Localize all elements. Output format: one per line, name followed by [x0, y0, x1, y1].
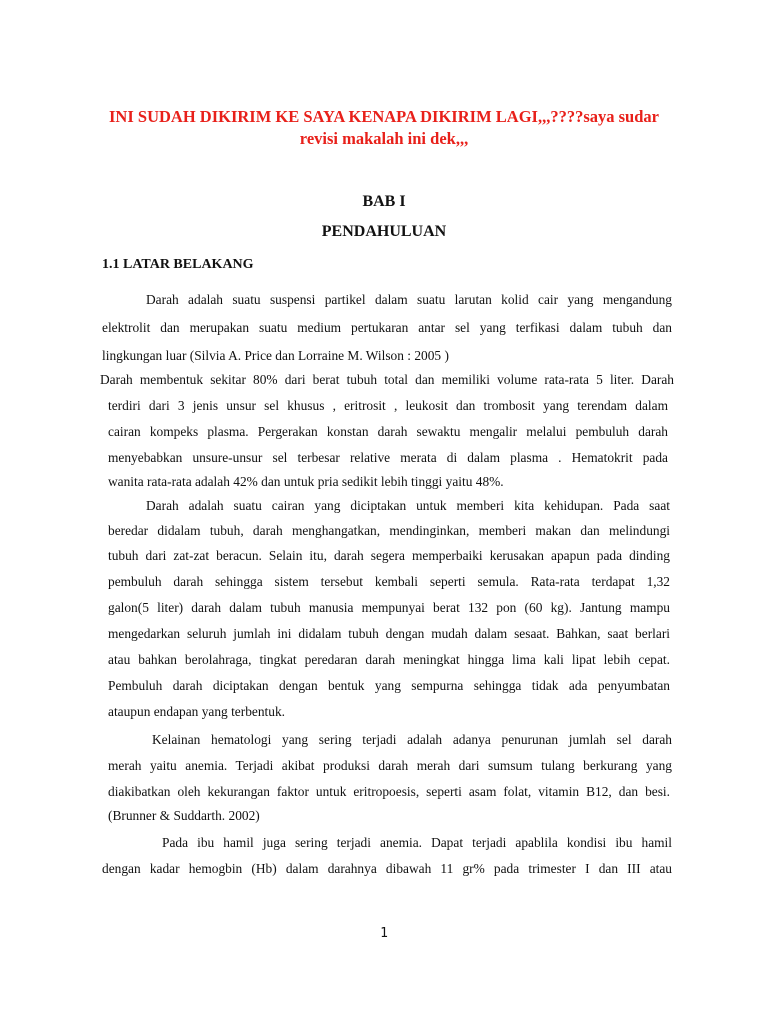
- body-line: cairan kompeks plasma. Pergerakan konstan darah sewaktu mengalir melalui pembuluh darah: [108, 424, 668, 439]
- page-number: 1: [380, 926, 388, 941]
- body-line: tubuh dari zat-zat beracun. Selain itu, darah segera memperbaiki kerusakan apapun pada dinding: [108, 548, 670, 563]
- chapter-number: BAB I: [362, 193, 406, 210]
- body-line: atau bahkan berolahraga, tingkat peredaran darah meningkat hingga lima kali lipat lebih cepat.: [108, 652, 670, 667]
- body-line: Darah adalah suatu suspensi partikel dalam suatu larutan kolid cair yang mengandung: [146, 292, 672, 307]
- section-heading: 1.1 LATAR BELAKANG: [102, 257, 254, 272]
- body-line: diakibatkan oleh kekurangan faktor untuk eritropoesis, seperti asam folat, vitamin B12, dan besi.: [108, 784, 670, 799]
- body-line: pembuluh darah sehingga sistem tersebut kembali seperti semula. Rata-rata terdapat 1,32: [108, 574, 670, 589]
- body-line: wanita rata-rata adalah 42% dan untuk pria sedikit lebih tinggi yaitu 48%.: [108, 474, 504, 489]
- body-line: Pembuluh darah diciptakan dengan bentuk yang sempurna sehingga tidak ada penyumbatan: [108, 678, 670, 693]
- body-line: merah yaitu anemia. Terjadi akibat produksi darah merah dari sumsum tulang berkurang yang: [108, 758, 672, 773]
- body-line: Darah adalah suatu cairan yang diciptakan untuk memberi kita kehidupan. Pada saat: [146, 498, 670, 513]
- reviewer-note-line-1: INI SUDAH DIKIRIM KE SAYA KENAPA DIKIRIM LAGI,,,????saya sudar: [109, 107, 659, 126]
- body-line: elektrolit dan merupakan suatu medium pertukaran antar sel yang terfikasi dalam tubuh dan: [102, 320, 672, 335]
- body-line: Kelainan hematologi yang sering terjadi adalah adanya penurunan jumlah sel darah: [152, 732, 672, 747]
- body-line: beredar didalam tubuh, darah menghangatkan, mendinginkan, memberi makan dan melindungi: [108, 523, 670, 538]
- reviewer-note-line-2: revisi makalah ini dek,,,: [299, 129, 469, 148]
- body-line: terdiri dari 3 jenis unsur sel khusus , eritrosit , leukosit dan trombosit yang terendam dalam: [108, 398, 668, 413]
- chapter-title: PENDAHULUAN: [321, 223, 447, 240]
- body-line: lingkungan luar (Silvia A. Price dan Lorraine M. Wilson : 2005 ): [102, 348, 449, 363]
- body-line: galon(5 liter) darah dalam tubuh manusia mempunyai berat 132 pon (60 kg). Jantung mampu: [108, 600, 670, 615]
- body-line: menyebabkan unsure-unsur sel terbesar relative merata di dalam plasma . Hematokrit pada: [108, 450, 668, 465]
- body-line: mengedarkan seluruh jumlah ini didalam tubuh dengan mudah dalam sesaat. Bahkan, saat berlari: [108, 626, 670, 641]
- body-line: dengan kadar hemogbin (Hb) dalam darahnya dibawah 11 gr% pada trimester I dan III atau: [102, 861, 672, 876]
- body-line: ataupun endapan yang terbentuk.: [108, 704, 285, 719]
- body-line: Pada ibu hamil juga sering terjadi anemia. Dapat terjadi apablila kondisi ibu hamil: [162, 835, 672, 850]
- body-line: (Brunner & Suddarth. 2002): [108, 808, 260, 823]
- body-line: Darah membentuk sekitar 80% dari berat tubuh total dan memiliki volume rata-rata 5 liter. Darah: [100, 372, 674, 387]
